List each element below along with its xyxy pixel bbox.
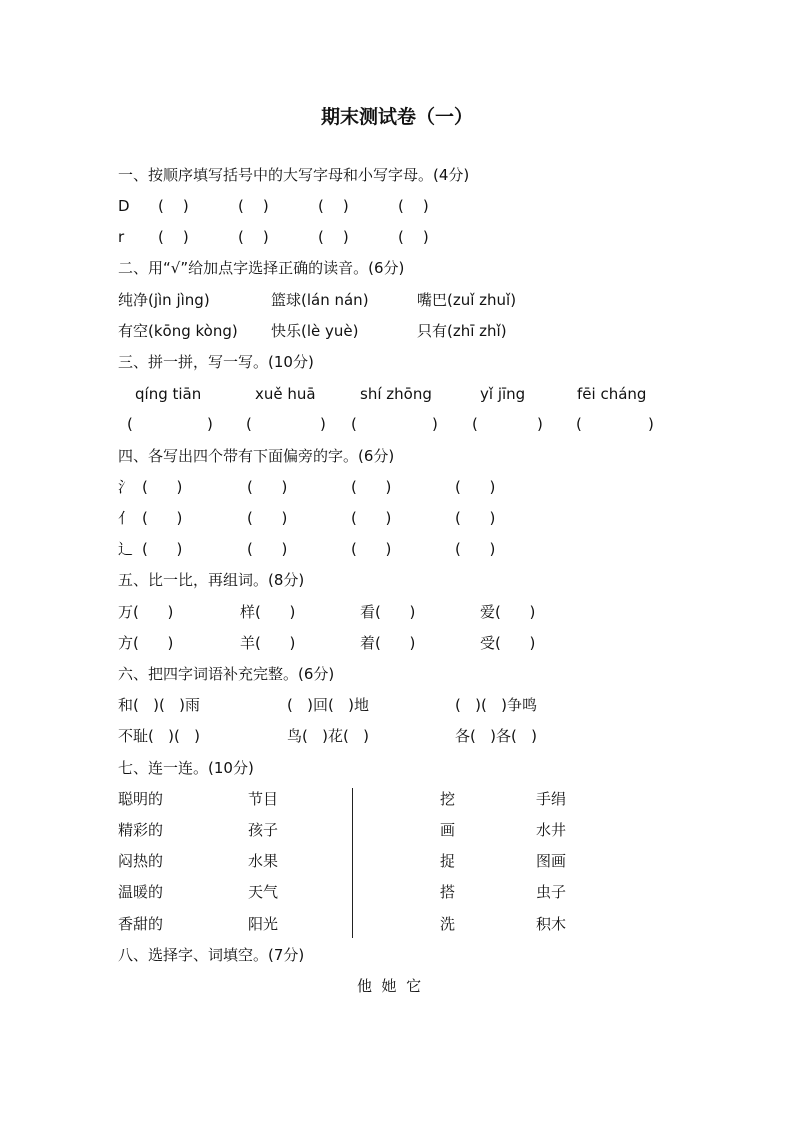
s5-r2-item-3[interactable]: 着( ) (360, 634, 416, 652)
s7-right-b-5[interactable]: 积木 (536, 915, 567, 933)
s1-row2-blank-3[interactable]: ( ) (318, 228, 349, 246)
s7-left-a-4[interactable]: 温暖的 (118, 883, 164, 901)
s2-item-3[interactable]: 嘴巴(zuǐ zhuǐ) (417, 291, 517, 309)
s3-pinyin-5: fēi cháng (577, 385, 647, 403)
s5-r1-item-1[interactable]: 万( ) (118, 603, 174, 621)
s3-blank-3-open[interactable]: ( (351, 415, 357, 433)
s4-r3-blank-2[interactable]: ( ) (247, 540, 288, 558)
section-6-heading: 六、把四字词语补充完整。(6分) (118, 665, 335, 683)
s6-r2-item-1[interactable]: 不耻( )( ) (118, 727, 201, 745)
s7-right-b-4[interactable]: 虫子 (536, 883, 567, 901)
s3-blank-5-close[interactable]: ) (648, 415, 654, 433)
s2-item-1[interactable]: 纯净(jìn jìng) (118, 291, 210, 309)
s1-row1-blank-4[interactable]: ( ) (398, 197, 429, 215)
s2-item-5[interactable]: 快乐(lè yuè) (271, 322, 359, 340)
s4-r3-blank-4[interactable]: ( ) (455, 540, 496, 558)
s5-r2-item-2[interactable]: 羊( ) (240, 634, 296, 652)
s1-row2-blank-2[interactable]: ( ) (238, 228, 269, 246)
s6-r1-item-3[interactable]: ( )( )争鸣 (455, 696, 538, 714)
s4-radical-3: 辶 (118, 540, 134, 558)
s4-r1-blank-1[interactable]: ( ) (142, 478, 183, 496)
s7-left-b-1[interactable]: 节目 (248, 790, 279, 808)
s7-left-b-3[interactable]: 水果 (248, 852, 279, 870)
s7-right-b-1[interactable]: 手绢 (536, 790, 567, 808)
s7-left-a-1[interactable]: 聪明的 (118, 790, 164, 808)
s1-row1-blank-3[interactable]: ( ) (318, 197, 349, 215)
section-7-heading: 七、连一连。(10分) (118, 759, 254, 777)
s4-radical-1: 氵 (118, 478, 134, 496)
section-2-heading: 二、用“√”给加点字选择正确的读音。(6分) (118, 259, 405, 277)
s3-pinyin-3: shí zhōng (360, 385, 432, 403)
s1-row1-blank-1[interactable]: ( ) (158, 197, 189, 215)
s1-row1-blank-2[interactable]: ( ) (238, 197, 269, 215)
section-1-heading: 一、按顺序填写括号中的大写字母和小写字母。(4分) (118, 166, 470, 184)
s1-row2-blank-4[interactable]: ( ) (398, 228, 429, 246)
s4-r2-blank-2[interactable]: ( ) (247, 509, 288, 527)
s3-blank-5-open[interactable]: ( (576, 415, 582, 433)
s1-row2-blank-1[interactable]: ( ) (158, 228, 189, 246)
s3-blank-2-close[interactable]: ) (320, 415, 326, 433)
s4-r2-blank-4[interactable]: ( ) (455, 509, 496, 527)
s4-r1-blank-3[interactable]: ( ) (351, 478, 392, 496)
section-4-heading: 四、各写出四个带有下面偏旁的字。(6分) (118, 447, 395, 465)
s4-r1-blank-2[interactable]: ( ) (247, 478, 288, 496)
s3-pinyin-4: yǐ jīng (480, 385, 526, 403)
s3-pinyin-1: qíng tiān (135, 385, 202, 403)
s7-right-a-2[interactable]: 画 (440, 821, 456, 839)
s7-left-b-2[interactable]: 孩子 (248, 821, 279, 839)
s5-r1-item-2[interactable]: 样( ) (240, 603, 296, 621)
s3-blank-4-close[interactable]: ) (537, 415, 543, 433)
s3-blank-3-close[interactable]: ) (432, 415, 438, 433)
s7-right-a-1[interactable]: 挖 (440, 790, 456, 808)
s5-r2-item-4[interactable]: 受( ) (480, 634, 536, 652)
s1-row1-start: D (118, 197, 130, 215)
s2-item-4[interactable]: 有空(kōng kòng) (118, 322, 238, 340)
s4-r2-blank-1[interactable]: ( ) (142, 509, 183, 527)
s7-left-a-5[interactable]: 香甜的 (118, 915, 164, 933)
s6-r1-item-2[interactable]: ( )回( )地 (287, 696, 370, 714)
section-3-heading: 三、拼一拼，写一写。(10分) (118, 353, 314, 371)
s7-right-b-3[interactable]: 图画 (536, 852, 567, 870)
match-divider (352, 788, 353, 938)
s1-row2-start: r (118, 228, 125, 246)
s3-blank-1-close[interactable]: ) (207, 415, 213, 433)
s3-pinyin-2: xuě huā (255, 385, 316, 403)
s3-blank-4-open[interactable]: ( (472, 415, 478, 433)
s7-right-a-4[interactable]: 搭 (440, 883, 456, 901)
s7-right-a-3[interactable]: 捉 (440, 852, 456, 870)
section-5-heading: 五、比一比，再组词。(8分) (118, 571, 305, 589)
s4-radical-2: 亻 (118, 509, 134, 527)
s7-left-b-5[interactable]: 阳光 (248, 915, 279, 933)
s3-blank-2-open[interactable]: ( (246, 415, 252, 433)
s2-item-2[interactable]: 篮球(lán nán) (271, 291, 369, 309)
s6-r2-item-3[interactable]: 各( )各( ) (455, 727, 538, 745)
s6-r2-item-2[interactable]: 鸟( )花( ) (287, 727, 370, 745)
page-title: 期末测试卷（一） (320, 106, 473, 128)
s5-r1-item-4[interactable]: 爱( ) (480, 603, 536, 621)
s4-r1-blank-4[interactable]: ( ) (455, 478, 496, 496)
s3-blank-1-open[interactable]: ( (127, 415, 133, 433)
s7-right-a-5[interactable]: 洗 (440, 915, 456, 933)
s8-choices: 他 她 它 (357, 977, 422, 995)
s7-left-a-3[interactable]: 闷热的 (118, 852, 164, 870)
s2-item-6[interactable]: 只有(zhī zhǐ) (417, 322, 507, 340)
section-8-heading: 八、选择字、词填空。(7分) (118, 946, 305, 964)
s4-r3-blank-1[interactable]: ( ) (142, 540, 183, 558)
s7-left-b-4[interactable]: 天气 (248, 883, 279, 901)
s6-r1-item-1[interactable]: 和( )( )雨 (118, 696, 201, 714)
s7-left-a-2[interactable]: 精彩的 (118, 821, 164, 839)
s7-right-b-2[interactable]: 水井 (536, 821, 567, 839)
s5-r2-item-1[interactable]: 方( ) (118, 634, 174, 652)
s4-r3-blank-3[interactable]: ( ) (351, 540, 392, 558)
s4-r2-blank-3[interactable]: ( ) (351, 509, 392, 527)
s5-r1-item-3[interactable]: 看( ) (360, 603, 416, 621)
